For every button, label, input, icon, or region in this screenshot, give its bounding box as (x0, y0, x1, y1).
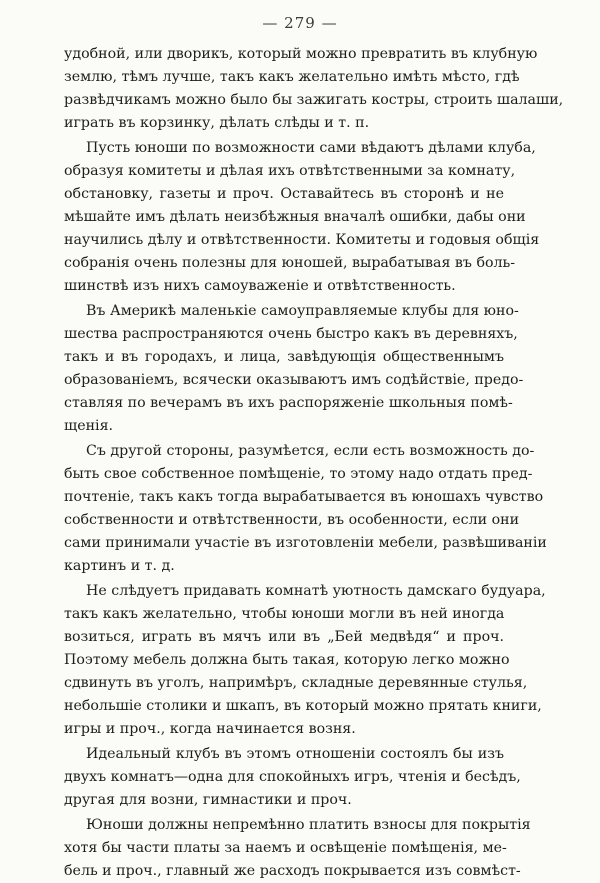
text-line: Пусть юноши по возможности сами вѣдаютъ дѣлами клуба, (86, 140, 536, 156)
paragraph (64, 743, 521, 812)
text-line: сами принимали участіе въ изготовленіи мебели, развѣшиваніи (64, 535, 547, 551)
text-line: шества распространяются очень быстро какъ въ деревняхъ, (64, 326, 518, 342)
text-line: игры и проч., когда начинается возня. (64, 721, 356, 737)
body-text (64, 43, 564, 883)
text-line: хотя бы части платы за наемъ и освѣщеніе помѣщенія, ме- (64, 840, 507, 856)
text-line: быть свое собственное помѣщеніе, то этому надо отдать пред- (64, 466, 533, 482)
text-line: собранія очень полезны для юношей, вырабатывая въ боль- (64, 255, 516, 271)
text-line: развѣдчикамъ можно было бы зажигать костры, строить шалаши, (64, 92, 564, 108)
text-line: небольшіе столики и шкапъ, въ который можно прятать книги, (64, 698, 542, 714)
text-line: другая для возни, гимнастики и проч. (64, 792, 352, 808)
text-line: такъ и въ городахъ, и лица, завѣдующія общественнымъ (64, 349, 504, 365)
text-line: такъ какъ желательно, чтобы юноши могли въ ней иногда (64, 606, 505, 622)
text-line: собственности и отвѣтственности, въ особенности, если они (64, 512, 520, 528)
paragraph (64, 814, 531, 883)
paragraph (64, 440, 547, 578)
text-line: образованіемъ, всячески оказываютъ имъ содѣйствіе, предо- (64, 372, 524, 388)
text-line: мѣшайте имъ дѣлать неизбѣжныя вначалѣ ошибки, дабы они (64, 209, 526, 225)
text-line: Въ Америкѣ маленькіе самоуправляемые клубы для юно- (86, 303, 519, 319)
paragraph (64, 137, 540, 298)
text-line: землю, тѣмъ лучше, такъ какъ желательно имѣть мѣсто, гдѣ (64, 69, 520, 85)
paragraph (64, 300, 524, 438)
text-line: играть въ корзинку, дѣлать слѣды и т. п. (64, 115, 370, 131)
text-line: Съ другой стороны, разумѣется, если есть возможность до- (86, 443, 535, 459)
text-line: картинъ и т. д. (64, 558, 175, 574)
text-line: двухъ комнатъ—одна для спокойныхъ игръ, чтенія и бесѣдъ, (64, 769, 521, 785)
text-line: сдвинуть въ уголъ, напримѣръ, складные деревянные стулья, (64, 675, 528, 691)
text-line: шинствѣ изъ нихъ самоуваженіе и отвѣтственность. (64, 278, 456, 294)
text-line: Юноши должны непремѣнно платить взносы для покрытія (86, 817, 531, 833)
text-line: щенія. (64, 418, 114, 434)
text-line: научились дѣлу и отвѣтственности. Комитеты и годовыя общія (64, 232, 540, 248)
text-line: Не слѣдуетъ придавать комнатѣ уютность дамскаго будуара, (86, 583, 546, 599)
text-line: Идеальный клубъ въ этомъ отношеніи состоялъ бы изъ (86, 746, 504, 762)
paragraph (64, 580, 546, 741)
text-line: обстановку, газеты и проч. Оставайтесь въ сторонѣ и не (64, 186, 504, 202)
paragraph (64, 43, 564, 135)
text-line: возиться, играть въ мячъ или въ „Бей медвѣдя“ и проч. (64, 629, 504, 645)
page-number: — 279 — (262, 14, 338, 32)
text-line: почтеніе, такъ какъ тогда вырабатывается въ юношахъ чувство (64, 489, 544, 505)
text-line: бель и проч., главный же расходъ покрывается изъ совмѣст- (64, 863, 521, 879)
text-line: ставляя по вечерамъ въ ихъ распоряженіе школьныя помѣ- (64, 395, 513, 411)
text-line: образуя комитеты и дѣлая ихъ отвѣтственными за комнату, (64, 163, 516, 179)
text-line: удобной, или дворикъ, который можно превратить въ клубную (64, 46, 538, 62)
text-line: Поэтому мебель должна быть такая, которую легко можно (64, 652, 510, 668)
